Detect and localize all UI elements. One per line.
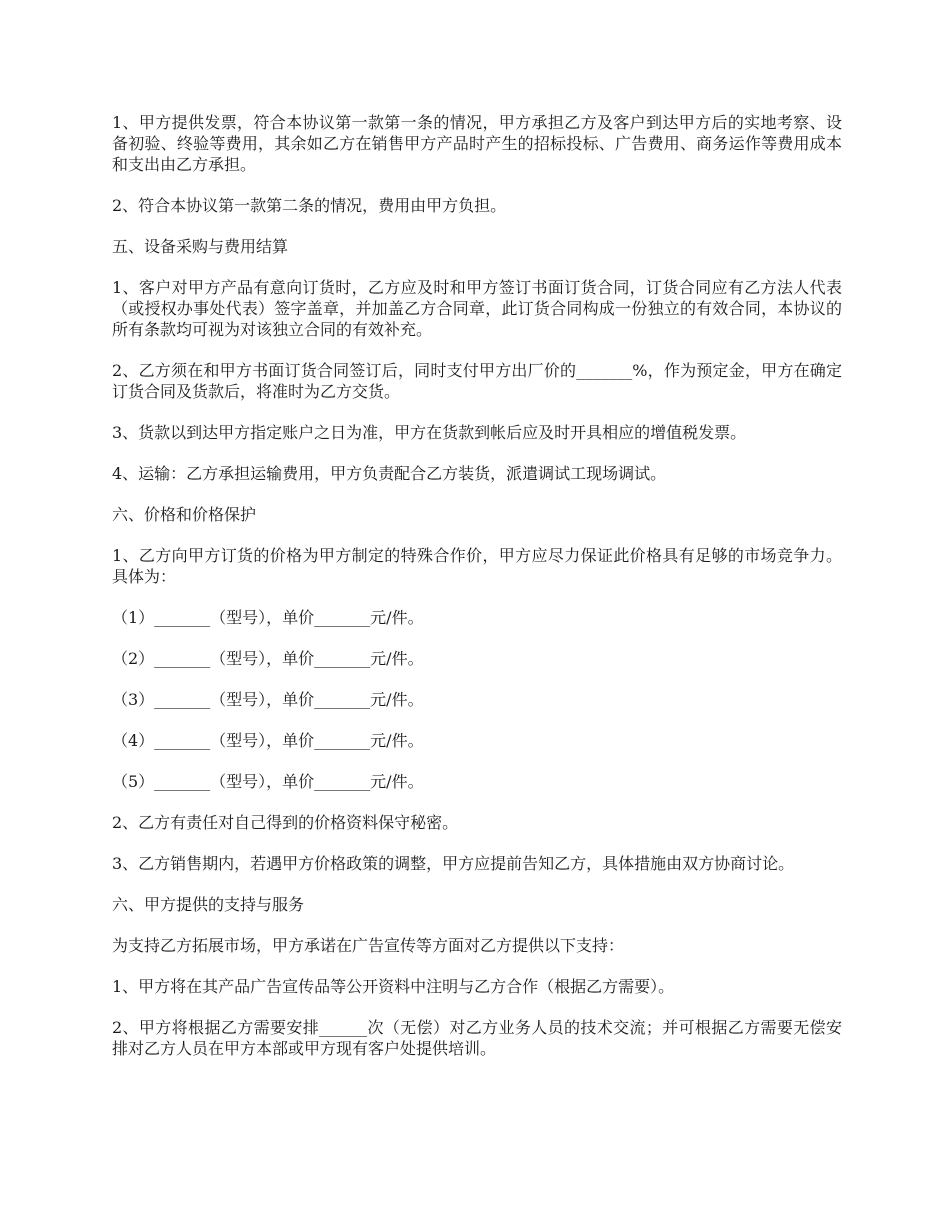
paragraph-support-intro: 为支持乙方拓展市场，甲方承诺在广告宣传等方面对乙方提供以下支持： — [112, 936, 625, 955]
section-heading-support: 六、甲方提供的支持与服务 — [112, 895, 305, 914]
price-item-5: （5）_______（型号），单价_______元/件。 — [112, 772, 424, 791]
section-heading-price: 六、价格和价格保护 — [112, 505, 257, 524]
section-heading-procurement: 五、设备采购与费用结算 — [112, 237, 289, 256]
price-item-3: （3）_______（型号），单价_______元/件。 — [112, 690, 424, 709]
price-item-4: （4）_______（型号），单价_______元/件。 — [112, 731, 424, 750]
paragraph-cost-second-case: 2、符合本协议第一款第二条的情况，费用由甲方负担。 — [112, 196, 507, 215]
paragraph-special-price: 1、乙方向甲方订货的价格为甲方制定的特殊合作价，甲方应尽力保证此价格具有足够的市场竞争力。具体为： — [112, 546, 842, 586]
paragraph-order-contract: 1、客户对甲方产品有意向订货时，乙方应及时和甲方签订书面订货合同，订货合同应有乙方法人代表（或授权办事处代表）签字盖章，并加盖乙方合同章，此订货合同构成一份独立的有效合同，本协议的所有条款均可视为对该独立合同的有效补充。 — [112, 278, 842, 339]
paragraph-price-adjustment: 3、乙方销售期内，若遇甲方价格政策的调整，甲方应提前告知乙方，具体措施由双方协商讨论。 — [112, 854, 795, 873]
paragraph-confidentiality: 2、乙方有责任对自己得到的价格资料保守秘密。 — [112, 813, 459, 832]
price-item-2: （2）_______（型号），单价_______元/件。 — [112, 649, 424, 668]
paragraph-training: 2、甲方将根据乙方需要安排______次（无偿）对乙方业务人员的技术交流；并可根据乙方需要无偿安排对乙方人员在甲方本部或甲方现有客户处提供培训。 — [112, 1018, 842, 1058]
paragraph-deposit: 2、乙方须在和甲方书面订货合同签订后，同时支付甲方出厂价的_______%，作为预定金，甲方在确定订货合同及货款后，将准时为乙方交货。 — [112, 361, 842, 401]
paragraph-advertising: 1、甲方将在其产品广告宣传品等公开资料中注明与乙方合作（根据乙方需要）。 — [112, 977, 675, 996]
paragraph-transport: 4、运输：乙方承担运输费用，甲方负责配合乙方装货，派遣调试工现场调试。 — [112, 464, 667, 483]
price-item-1: （1）_______（型号），单价_______元/件。 — [112, 608, 424, 627]
paragraph-invoice-costs: 1、甲方提供发票，符合本协议第一款第一条的情况，甲方承担乙方及客户到达甲方后的实地考察、设备初验、终验等费用，其余如乙方在销售甲方产品时产生的招标投标、广告费用、商务运作等费用成本和支出由乙方承担。 — [112, 113, 842, 174]
document-page — [112, 112, 842, 1079]
paragraph-payment-invoice: 3、货款以到达甲方指定账户之日为准，甲方在货款到帐后应及时开具相应的增值税发票。 — [112, 423, 747, 442]
